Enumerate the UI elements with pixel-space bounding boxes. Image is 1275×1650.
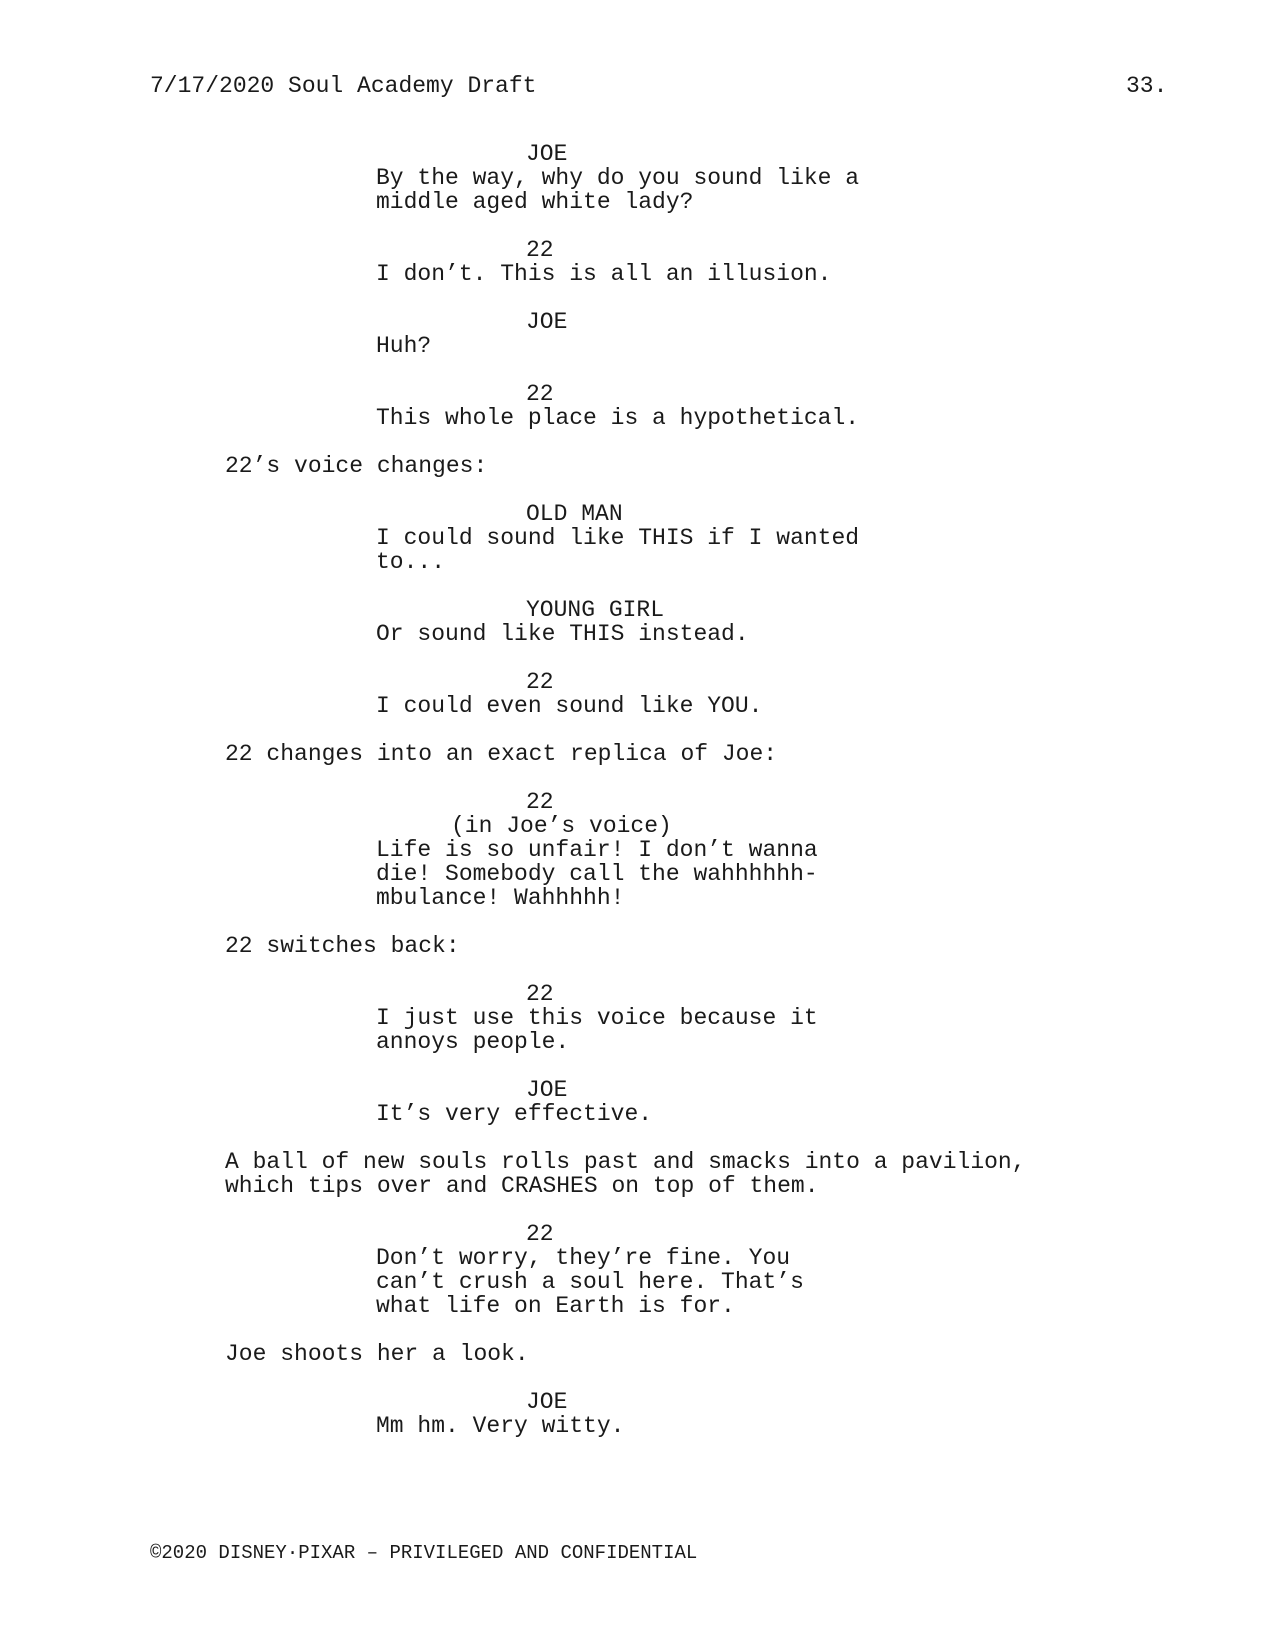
dialogue-line: I could sound like THIS if I wanted <box>376 525 860 551</box>
character-cue: 22 <box>526 1221 554 1247</box>
dialogue-line: Huh? <box>376 333 432 359</box>
page-number: 33. <box>1126 73 1168 99</box>
character-cue: 22 <box>526 789 554 815</box>
dialogue-line: can’t crush a soul here. That’s <box>376 1269 804 1295</box>
dialogue-line: to... <box>376 549 446 575</box>
dialogue-line: middle aged white lady? <box>376 189 694 215</box>
dialogue-line: I just use this voice because it <box>376 1005 818 1031</box>
action-line: 22’s voice changes: <box>225 453 488 479</box>
character-cue: OLD MAN <box>526 501 623 527</box>
action-line: 22 changes into an exact replica of Joe: <box>225 741 778 767</box>
action-line: which tips over and CRASHES on top of them. <box>225 1173 819 1199</box>
dialogue-line: what life on Earth is for. <box>376 1293 735 1319</box>
character-cue: JOE <box>526 309 568 335</box>
dialogue-line: Or sound like THIS instead. <box>376 621 749 647</box>
character-cue: 22 <box>526 669 554 695</box>
character-cue: YOUNG GIRL <box>526 597 665 623</box>
dialogue-line: By the way, why do you sound like a <box>376 165 860 191</box>
dialogue-line: This whole place is a hypothetical. <box>376 405 860 431</box>
character-cue: 22 <box>526 381 554 407</box>
character-cue: JOE <box>526 1389 568 1415</box>
dialogue-line: annoys people. <box>376 1029 570 1055</box>
confidential-footer: ©2020 DISNEY·PIXAR – PRIVILEGED AND CONFIDENTIAL <box>150 1542 698 1564</box>
character-cue: 22 <box>526 981 554 1007</box>
dialogue-line: Don’t worry, they’re fine. You <box>376 1245 791 1271</box>
dialogue-line: I don’t. This is all an illusion. <box>376 261 832 287</box>
parenthetical: (in Joe’s voice) <box>451 813 672 839</box>
dialogue-line: mbulance! Wahhhhh! <box>376 885 625 911</box>
draft-header: 7/17/2020 Soul Academy Draft <box>150 73 537 99</box>
action-line: A ball of new souls rolls past and smacks into a pavilion, <box>225 1149 1026 1175</box>
action-line: 22 switches back: <box>225 933 460 959</box>
character-cue: JOE <box>526 1077 568 1103</box>
dialogue-line: Mm hm. Very witty. <box>376 1413 625 1439</box>
dialogue-line: Life is so unfair! I don’t wanna <box>376 837 818 863</box>
dialogue-line: I could even sound like YOU. <box>376 693 763 719</box>
character-cue: 22 <box>526 237 554 263</box>
dialogue-line: It’s very effective. <box>376 1101 653 1127</box>
character-cue: JOE <box>526 141 568 167</box>
action-line: Joe shoots her a look. <box>225 1341 529 1367</box>
dialogue-line: die! Somebody call the wahhhhhh- <box>376 861 818 887</box>
